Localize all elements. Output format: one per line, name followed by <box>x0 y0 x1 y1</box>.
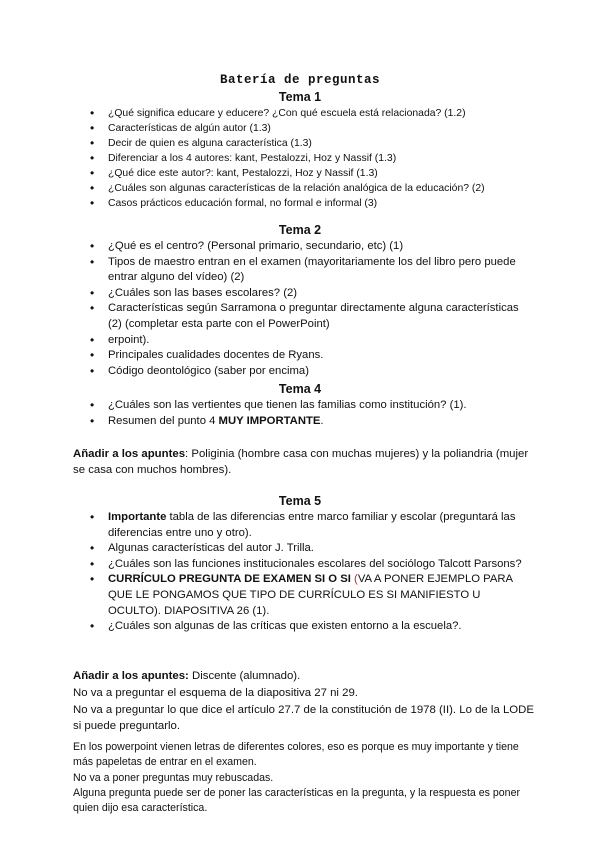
item-text: Resumen del punto 4 <box>108 414 219 427</box>
anadir-apuntes-2 <box>73 668 533 684</box>
red-paren: ( <box>350 573 358 586</box>
anadir-label: Añadir a los apuntes: <box>73 670 189 682</box>
list-item: • ¿Cuáles son las vertientes que tienen las familias como institución? (1). <box>90 398 530 414</box>
list-item: • ¿Cuáles son algunas características de la relación analógica de la educación? (2) <box>90 181 570 196</box>
tema-2-list <box>90 239 530 379</box>
tema-5-heading: Tema 5 <box>278 494 322 508</box>
emphasis-text: Importante <box>108 511 167 523</box>
item-text: tabla de las diferencias entre marco familiar y escolar (preguntará las diferencias entre uno y otro). <box>108 511 516 539</box>
document-title: Batería de preguntas <box>219 73 381 87</box>
list-item: • ¿Qué dice este autor?: kant, Pestalozzi, Hoz y Nassif (1.3) <box>90 166 570 181</box>
tema-5-list <box>90 510 530 635</box>
list-item: • Características de algún autor (1.3) <box>90 121 570 136</box>
item-text: . <box>320 414 324 427</box>
anadir-label: Añadir a los apuntes <box>73 448 186 460</box>
tema-1-heading: Tema 1 <box>278 90 322 104</box>
list-item <box>90 414 530 430</box>
list-item: • ¿Cuáles son las funciones institucionales escolares del sociólogo Talcott Parsons? <box>90 557 530 573</box>
list-item: • Algunas características del autor J. Trilla. <box>90 541 530 557</box>
anadir-apuntes-1 <box>73 446 533 478</box>
tema-4-list <box>90 398 530 429</box>
small-note: No va a poner preguntas muy rebuscadas. <box>73 772 274 784</box>
small-note: Alguna pregunta puede ser de poner las características en la pregunta, y la respuesta es poner quien dijo esa característica. <box>73 787 520 815</box>
list-item: • Principales cualidades docentes de Ryans. <box>90 348 530 364</box>
list-item: • ¿Cuáles son algunas de las críticas que existen entorno a la escuela?. <box>90 619 530 635</box>
emphasis-text: CURRÍCULO PREGUNTA DE EXAMEN SI O SI <box>108 573 351 586</box>
list-item: • erpoint). <box>90 333 530 349</box>
list-item <box>90 510 530 541</box>
list-item: • Código deontológico (saber por encima) <box>90 364 530 380</box>
list-item: • Tipos de maestro entran en el examen (mayoritariamente los del libro pero puede entrar alguno del vídeo) (2) <box>90 255 530 286</box>
tema-1-list <box>90 106 570 211</box>
emphasis-text: MUY IMPORTANTE <box>218 414 321 427</box>
tema-4-heading: Tema 4 <box>278 382 322 396</box>
list-item: • Decir de quien es alguna característica (1.3) <box>90 136 570 151</box>
small-note: En los powerpoint vienen letras de diferentes colores, eso es porque es muy importante y tiene más papeletas de entrar en el examen. <box>73 741 519 769</box>
tema-2-heading: Tema 2 <box>278 223 322 237</box>
list-item: • Características según Sarramona o preguntar directamente alguna características (2) (completar esta parte con el PowerPoint) <box>90 301 530 332</box>
list-item: • ¿Qué significa educare y educere? ¿Con qué escuela está relacionada? (1.2) <box>90 106 570 121</box>
anadir-text: Discente (alumnado). <box>188 670 301 682</box>
item-text: VA A PONER EJEMPLO PARA QUE LE PONGAMOS QUE TIPO DE CURRÍCULO ES SI MANIFIESTO U OCULTO). DIAPOSITIVA 26 (1). <box>108 573 513 617</box>
list-item: • Diferenciar a los 4 autores: kant, Pestalozzi, Hoz y Nassif (1.3) <box>90 151 570 166</box>
note-line: No va a preguntar el esquema de la diapositiva 27 ni 29. <box>73 687 358 699</box>
list-item: • ¿Cuáles son las bases escolares? (2) <box>90 286 530 302</box>
anadir-text: : Poliginia (hombre casa con muchas mujeres) y la poliandria (mujer se casa con muchos hombres). <box>73 448 529 477</box>
note-line: No va a preguntar lo que dice el artículo 27.7 de la constitución de 1978 (II). Lo de la LODE si puede preguntarlo. <box>73 704 534 733</box>
list-item <box>90 572 530 619</box>
list-item: • ¿Qué es el centro? (Personal primario, secundario, etc) (1) <box>90 239 530 255</box>
list-item: • Casos prácticos educación formal, no formal e informal (3) <box>90 196 570 211</box>
